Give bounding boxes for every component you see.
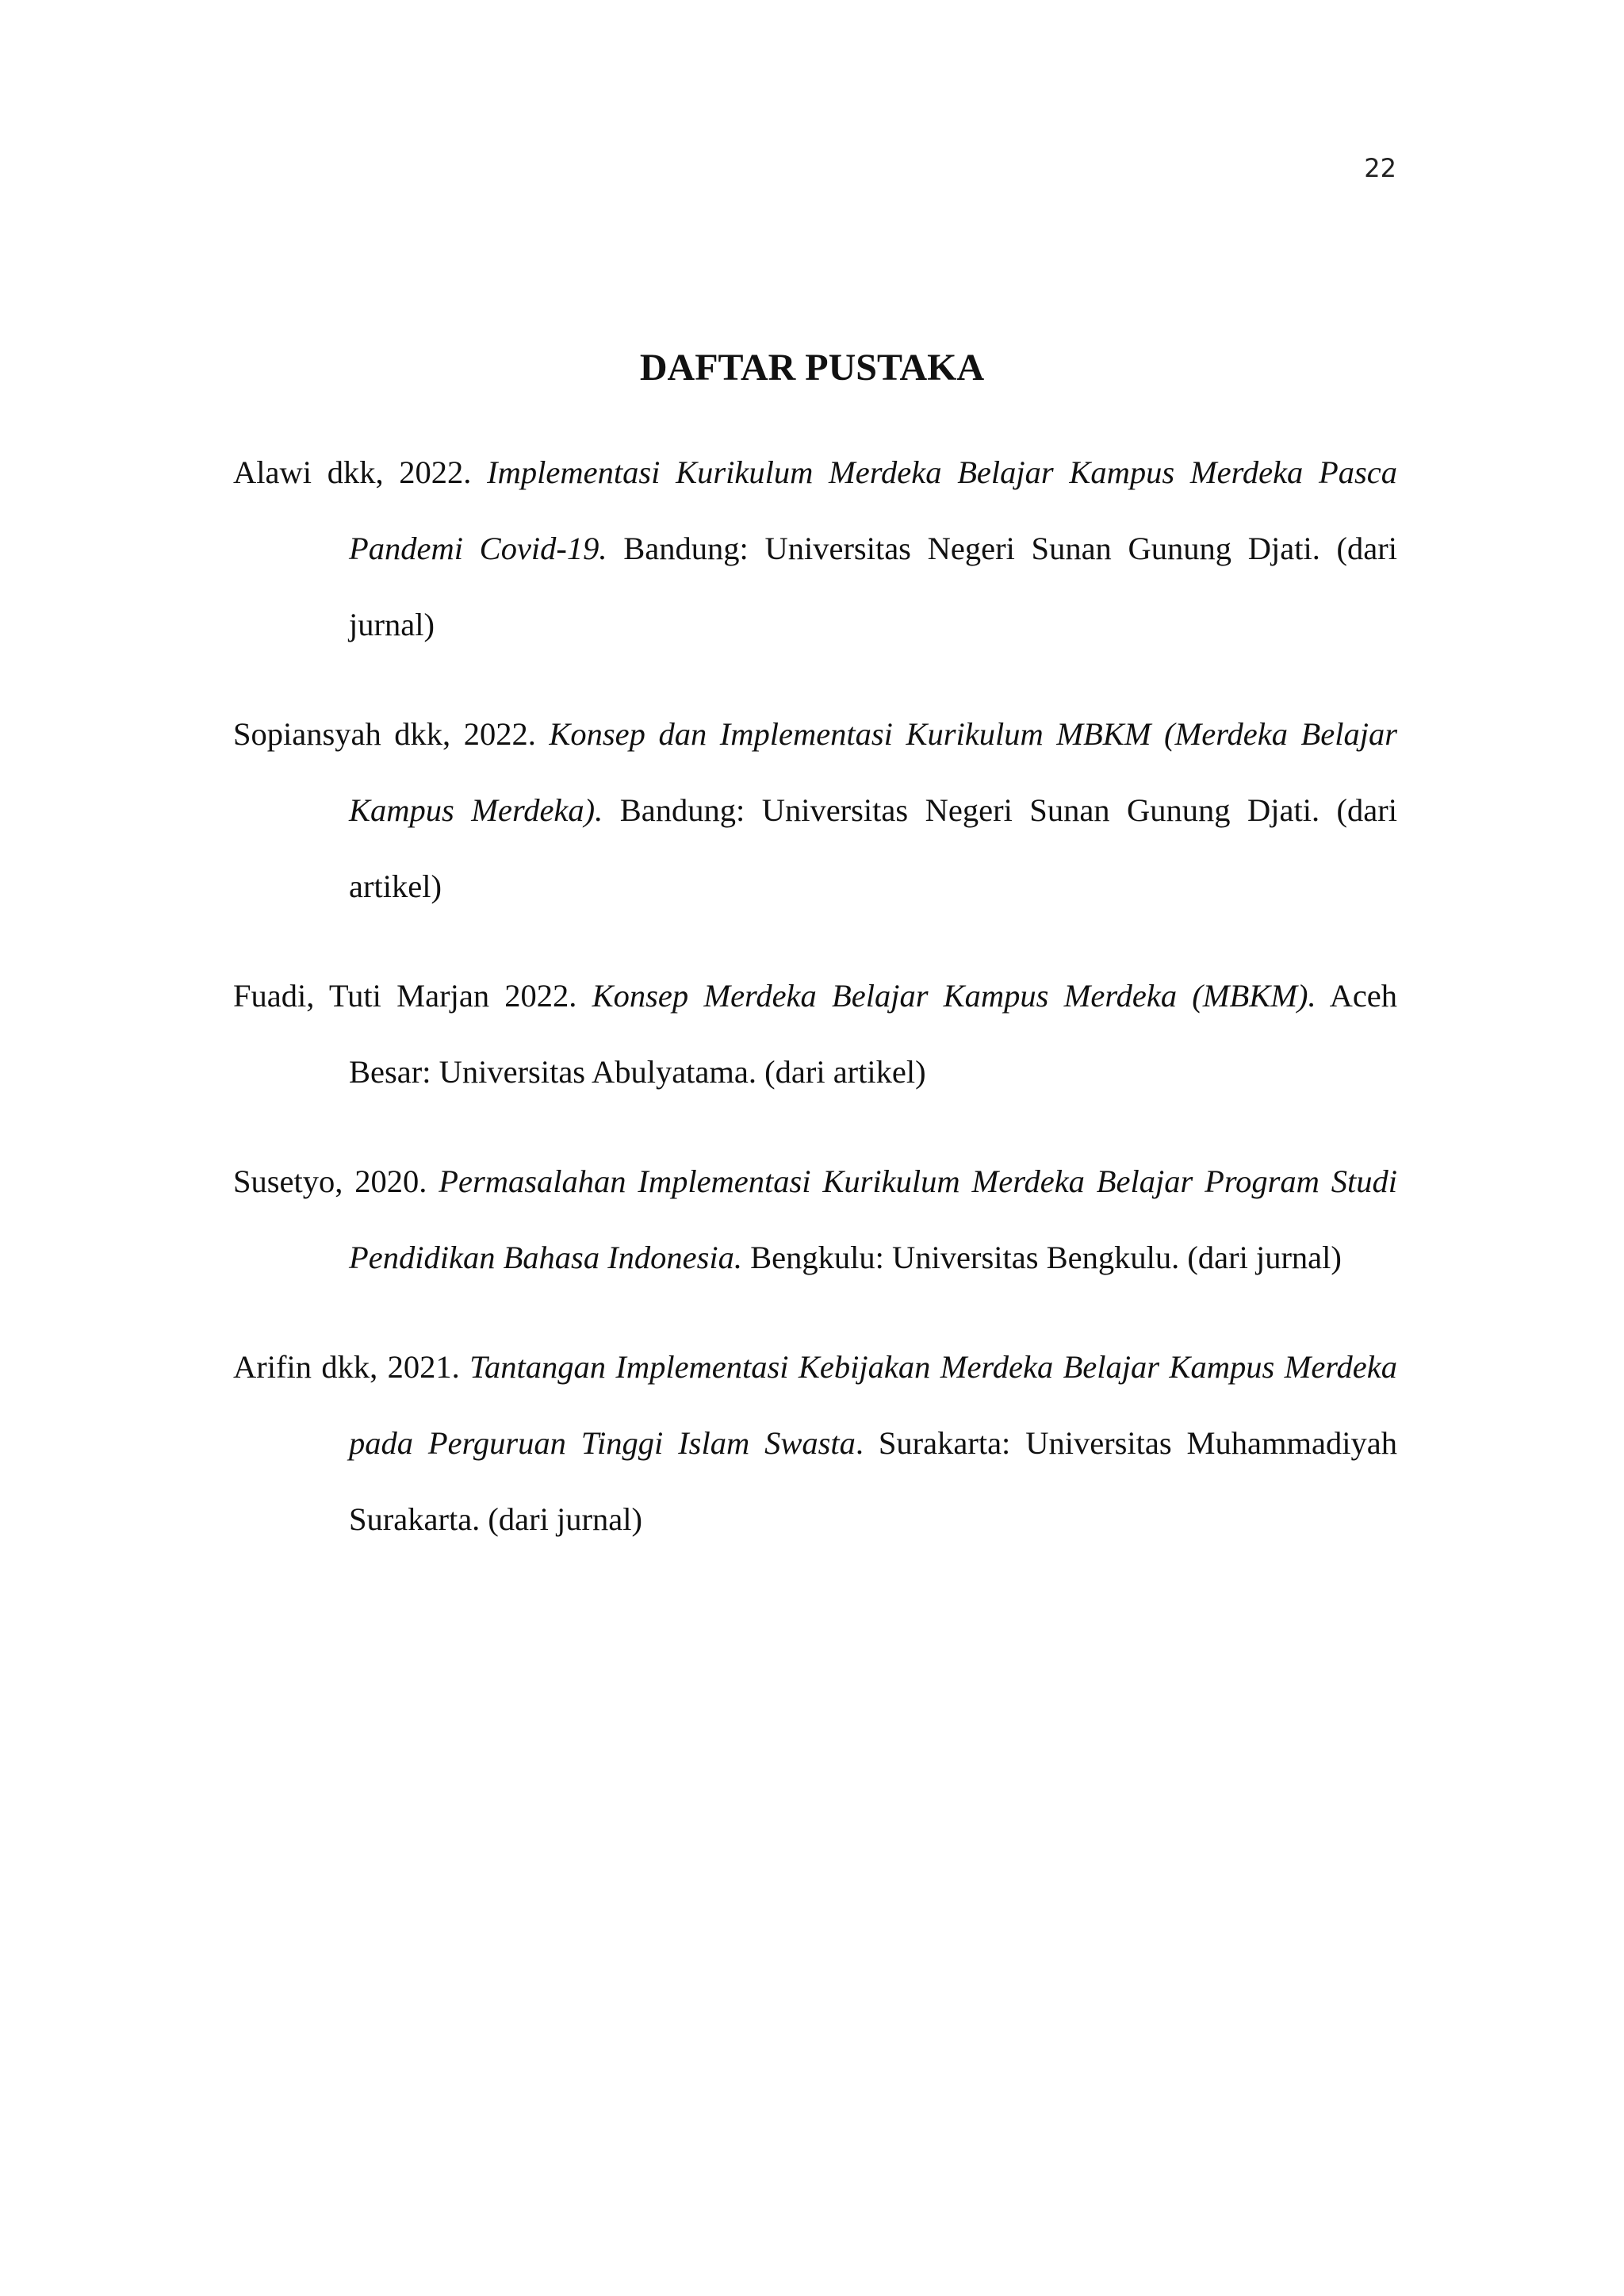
reference-title: Permasalahan Implementasi Kurikulum Merdeka Belajar Program Studi Pendidikan Bahasa Indonesia.	[349, 1163, 1397, 1275]
reference-publisher: Bandung: Universitas Negeri Sunan Gunung Djati. (dari artikel)	[349, 792, 1397, 904]
reference-title: Implementasi Kurikulum Merdeka Belajar Kampus Merdeka Pasca Pandemi Covid-19.	[349, 454, 1398, 566]
reference-title: Konsep Merdeka Belajar Kampus Merdeka (MBKM).	[592, 978, 1316, 1014]
reference-author: Susetyo, 2020.	[233, 1163, 427, 1199]
page-title: DAFTAR PUSTAKA	[639, 347, 985, 389]
reference-entry	[233, 696, 1397, 925]
reference-publisher: . Surakarta: Universitas Muhammadiyah Surakarta. (dari jurnal)	[349, 1425, 1397, 1537]
reference-author: Arifin dkk, 2021.	[233, 1349, 460, 1385]
reference-entry	[233, 435, 1397, 663]
reference-publisher: Bandung: Universitas Negeri Sunan Gunung Djati. (dari jurnal)	[349, 531, 1398, 642]
reference-entry	[233, 958, 1397, 1110]
page-number: 22	[1364, 153, 1396, 183]
reference-publisher: Bengkulu: Universitas Bengkulu. (dari jurnal)	[750, 1240, 1342, 1275]
reference-author: Fuadi, Tuti Marjan 2022.	[233, 978, 577, 1014]
reference-author: Alawi dkk, 2022.	[233, 454, 472, 490]
reference-entry	[233, 1144, 1397, 1296]
reference-publisher: Aceh Besar: Universitas Abulyatama. (dari artikel)	[349, 978, 1398, 1090]
reference-entry	[233, 1329, 1397, 1558]
reference-title: Konsep dan Implementasi Kurikulum MBKM (Merdeka Belajar Kampus Merdeka).	[349, 716, 1397, 828]
reference-title: Tantangan Implementasi Kebijakan Merdeka Belajar Kampus Merdeka pada Perguruan Tinggi Islam Swasta	[349, 1349, 1398, 1461]
reference-list	[233, 435, 1397, 1591]
reference-author: Sopiansyah dkk, 2022.	[233, 716, 536, 752]
